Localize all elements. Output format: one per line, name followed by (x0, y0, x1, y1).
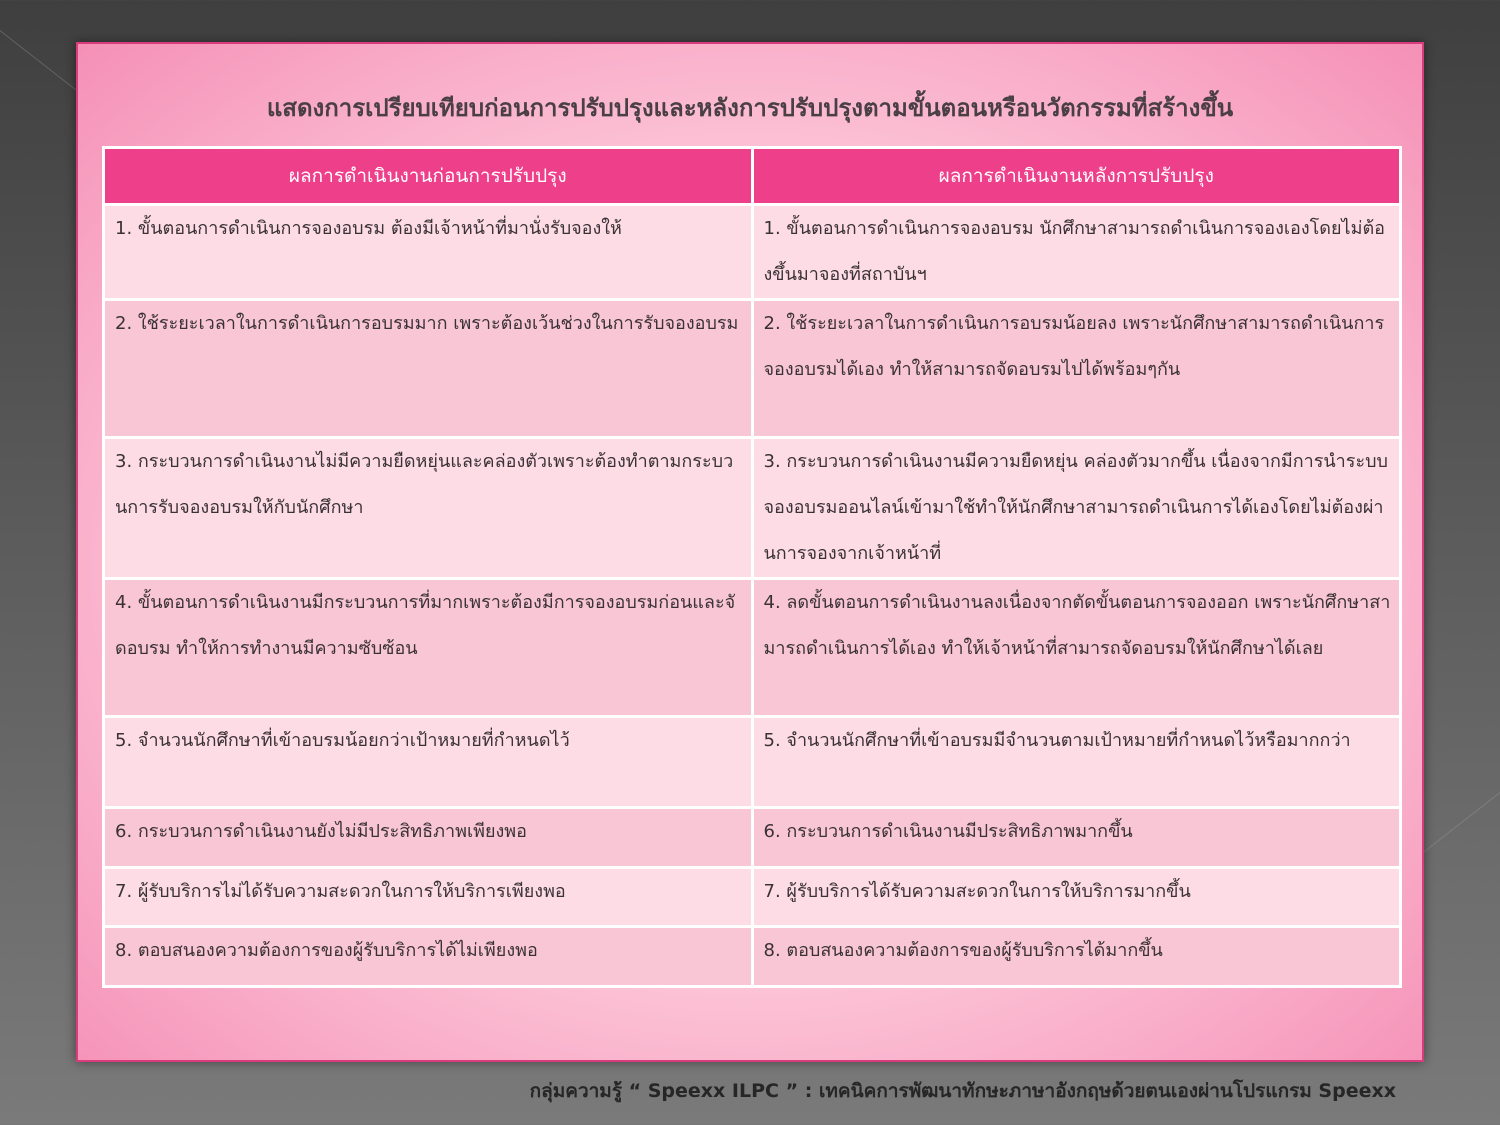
before-cell: 8. ตอบสนองความต้องการของผู้รับบริการได้ไม่เพียงพอ (104, 927, 753, 987)
before-cell: 3. กระบวนการดำเนินงานไม่มีความยืดหยุ่นและคล่องตัวเพราะต้องทำตามกระบวนการรับจองอบรมให้กับนักศึกษา (104, 438, 753, 579)
before-cell: 7. ผู้รับบริการไม่ได้รับความสะดวกในการให้บริการเพียงพอ (104, 868, 753, 927)
table-row (104, 579, 1401, 717)
footer-caption: กลุ่มความรู้ “ Speexx ILPC ” : เทคนิคการพัฒนาทักษะภาษาอังกฤษด้วยตนเองผ่านโปรแกรม Speexx (529, 1080, 1396, 1102)
after-cell: 5. จำนวนนักศึกษาที่เข้าอบรมมีจำนวนตามเป้าหมายที่กำหนดไว้หรือมากกว่า (752, 717, 1401, 808)
table-row (104, 717, 1401, 808)
table-row (104, 868, 1401, 927)
header-after: ผลการดำเนินงานหลังการปรับปรุง (752, 148, 1401, 205)
before-cell: 5. จำนวนนักศึกษาที่เข้าอบรมน้อยกว่าเป้าหมายที่กำหนดไว้ (104, 717, 753, 808)
table-row (104, 927, 1401, 987)
after-cell: 2. ใช้ระยะเวลาในการดำเนินการอบรมน้อยลง เพราะนักศึกษาสามารถดำเนินการจองอบรมได้เอง ทำให้สามารถจัดอบรมไปได้พร้อมๆกัน (752, 300, 1401, 438)
after-cell: 7. ผู้รับบริการได้รับความสะดวกในการให้บริการมากขึ้น (752, 868, 1401, 927)
before-cell: 4. ขั้นตอนการดำเนินงานมีกระบวนการที่มากเพราะต้องมีการจองอบรมก่อนและจัดอบรม ทำให้การทำงานมีความซับซ้อน (104, 579, 753, 717)
slide-panel (76, 42, 1424, 1062)
before-cell: 2. ใช้ระยะเวลาในการดำเนินการอบรมมาก เพราะต้องเว้นช่วงในการรับจองอบรม (104, 300, 753, 438)
table-header-row (104, 148, 1401, 205)
table-row (104, 808, 1401, 868)
after-cell: 8. ตอบสนองความต้องการของผู้รับบริการได้มากขึ้น (752, 927, 1401, 987)
slide-title: แสดงการเปรียบเทียบก่อนการปรับปรุงและหลังการปรับปรุงตามขั้นตอนหรือนวัตกรรมที่สร้างขึ้น (266, 94, 1234, 122)
table-row (104, 438, 1401, 579)
after-cell: 6. กระบวนการดำเนินงานมีประสิทธิภาพมากขึ้น (752, 808, 1401, 868)
before-cell: 6. กระบวนการดำเนินงานยังไม่มีประสิทธิภาพเพียงพอ (104, 808, 753, 868)
after-cell: 4. ลดขั้นตอนการดำเนินงานลงเนื่องจากตัดขั้นตอนการจองออก เพราะนักศึกษาสามารถดำเนินการได้เอง ทำให้เจ้าหน้าที่สามารถจัดอบรมให้นักศึกษาได้เลย (752, 579, 1401, 717)
comparison-table (102, 146, 1402, 988)
after-cell: 3. กระบวนการดำเนินงานมีความยืดหยุ่น คล่องตัวมากขึ้น เนื่องจากมีการนำระบบจองอบรมออนไลน์เข้ามาใช้ทำให้นักศึกษาสามารถดำเนินการได้เองโดยไม่ต้องผ่านการจองจากเจ้าหน้าที่ (752, 438, 1401, 579)
before-cell: 1. ขั้นตอนการดำเนินการจองอบรม ต้องมีเจ้าหน้าที่มานั่งรับจองให้ (104, 205, 753, 300)
after-cell: 1. ขั้นตอนการดำเนินการจองอบรม นักศึกษาสามารถดำเนินการจองเองโดยไม่ต้องขึ้นมาจองที่สถาบันฯ (752, 205, 1401, 300)
header-before: ผลการดำเนินงานก่อนการปรับปรุง (104, 148, 753, 205)
table-row (104, 205, 1401, 300)
table-row (104, 300, 1401, 438)
